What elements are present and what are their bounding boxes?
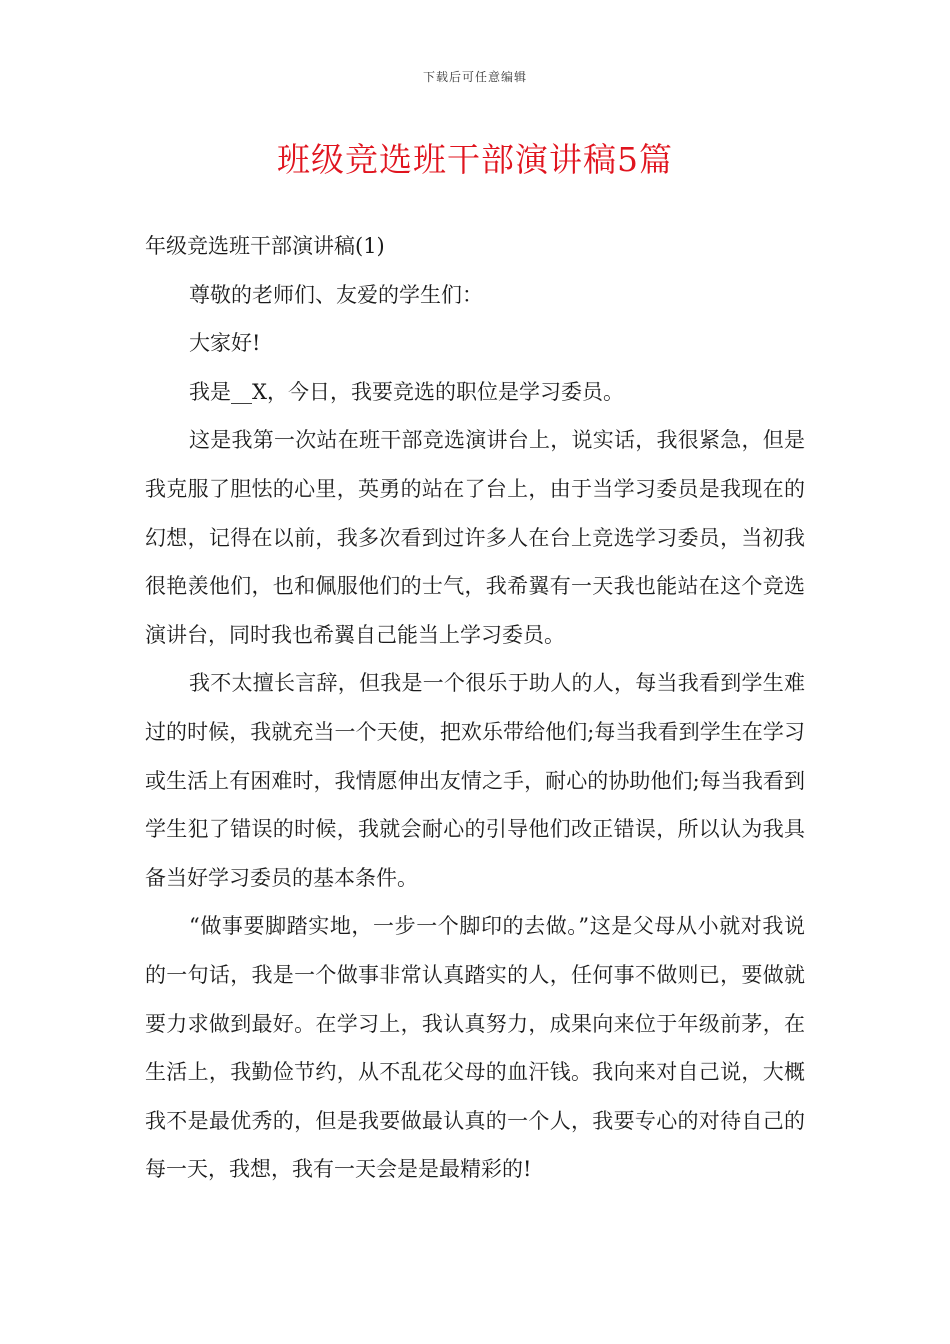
paragraph-greeting: 尊敬的老师们、友爱的学生们：: [189, 282, 483, 307]
document-title: 班级竞选班干部演讲稿5篇: [277, 140, 673, 179]
paragraph-helpful: 我不太擅长言辞，但我是一个很乐于助人的人，每当我看到学生难过的时候，我就充当一个天使，把欢乐带给他们;每当我看到学生在学习或生活上有困难时，我情愿伸出友情之手，耐心的协助他们;每当我看到学生犯了错误的时候，我就会耐心的引导他们改正错误，所以认为我具备当好学习委员的基本条件。: [145, 671, 805, 890]
section-heading: 年级竞选班干部演讲稿(1): [145, 234, 385, 258]
paragraph-hello: 大家好!: [189, 331, 261, 356]
header-note: 下载后可任意编辑: [422, 70, 527, 84]
paragraph-first-time: 这是我第一次站在班干部竞选演讲台上，说实话，我很紧急，但是我克服了胆怯的心里，英勇的站在了台上，由于当学习委员是我现在的幻想，记得在以前，我多次看到过许多人在台上竞选学习委员，当初我很艳羡他们，也和佩服他们的士气，我希翼有一天我也能站在这个竞选演讲台，同时我也希翼自己能当上学习委员。: [145, 428, 805, 647]
document-body: [145, 222, 805, 1194]
paragraph-intro: 我是__X，今日，我要竞选的职位是学习委员。: [189, 379, 624, 404]
paragraph-diligent: “做事要脚踏实地，一步一个脚印的去做。”这是父母从小就对我说的一句话，我是一个做事非常认真踏实的人，任何事不做则已，要做就要力求做到最好。在学习上，我认真努力，成果向来位于年级前茅，在生活上，我勤俭节约，从不乱花父母的血汗钱。我向来对自己说，大概我不是最优秀的，但是我要做最认真的一个人，我要专心的对待自己的每一天，我想，我有一天会是是最精彩的!: [145, 914, 805, 1182]
